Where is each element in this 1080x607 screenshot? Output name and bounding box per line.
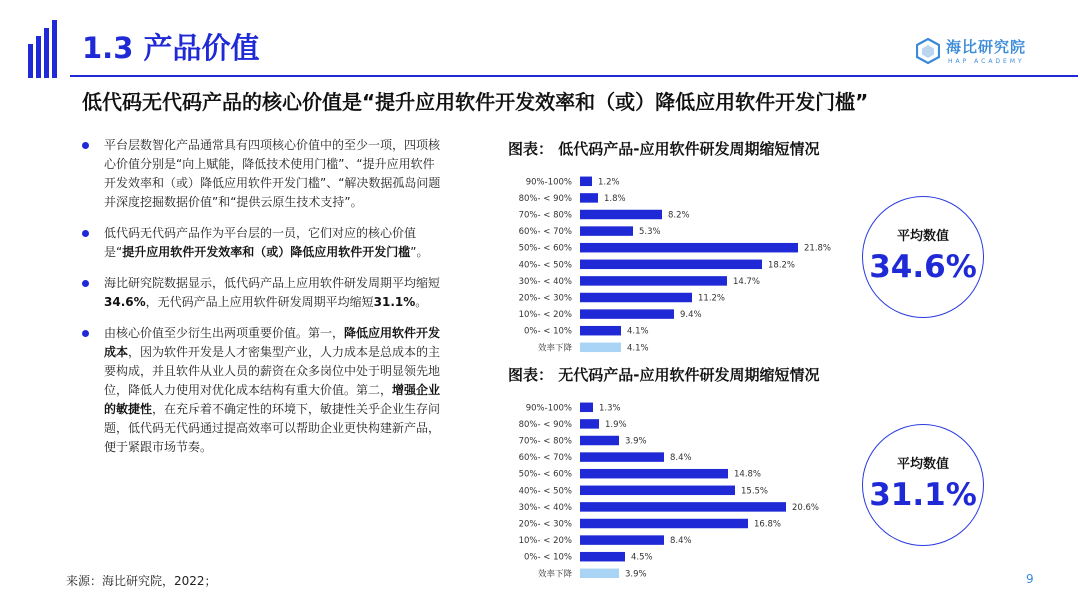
bar-value-label: 14.7% [733, 276, 761, 287]
bar-value-label: 1.9% [605, 419, 627, 430]
bar-value-label: 14.8% [734, 469, 762, 480]
bar-value-label: 3.9% [625, 569, 647, 580]
category-label: 效率下降 [537, 343, 572, 354]
category-label: 10%- < 20% [518, 310, 572, 321]
bullet-emphasis: 降低应用软件开发成本 [104, 326, 441, 359]
nocode-bar-chart [500, 396, 840, 596]
title-divider [70, 75, 1078, 77]
bar-value-label: 15.5% [741, 486, 769, 497]
category-label: 90%-100% [525, 403, 572, 414]
header-decoration-bar [52, 20, 57, 78]
bar-value-label: 3.9% [625, 436, 647, 447]
category-label: 90%-100% [525, 177, 572, 188]
bar [580, 193, 598, 203]
average-label: 平均数值 [896, 229, 949, 244]
bullet-text: ，无代码产品上应用软件研发周期平均缩短 [145, 295, 374, 309]
bullet-emphasis: 31.1% [373, 295, 416, 309]
logo-name: 海比研究院 [946, 38, 1027, 56]
bullet-list [82, 136, 442, 469]
bar-value-label: 11.2% [698, 293, 726, 304]
bar-value-label: 21.8% [804, 243, 832, 254]
category-label: 70%- < 80% [518, 436, 572, 447]
bar [580, 452, 664, 462]
category-label: 80%- < 90% [518, 193, 572, 204]
bullet-dot-icon [82, 280, 89, 287]
bar [580, 569, 619, 579]
bullet-dot-icon [82, 330, 89, 337]
bar-value-label: 8.2% [668, 210, 690, 221]
bar-value-label: 4.1% [627, 326, 649, 337]
source-note: 来源：海比研究院，2022； [66, 574, 217, 588]
category-label: 60%- < 70% [518, 227, 572, 238]
bar [580, 309, 674, 319]
bar-value-label: 1.3% [599, 403, 621, 414]
bullet-emphasis: 提升应用软件开发效率和（或）降低应用软件开发门槛 [122, 245, 411, 259]
bar [580, 436, 619, 446]
lowcode-bar-chart [500, 170, 840, 370]
bar-value-label: 4.1% [627, 343, 649, 354]
bullet-item [82, 136, 442, 212]
bar [580, 403, 593, 413]
bullet-text: 。 [415, 295, 428, 309]
header-decoration-bar [28, 44, 33, 78]
bullet-text: 海比研究院数据显示，低代码产品上应用软件研发周期平均缩短 [104, 276, 441, 290]
category-label: 0%- < 10% [524, 326, 572, 337]
bar [580, 177, 592, 187]
bullet-text: ，因为软件开发是人才密集型产业，人力成本是总成本的主要构成，并且软件从业人员的薪资在众多岗位中处于明显领先地位，降低人力使用对优化成本结构有重大价值。第二， [104, 345, 441, 397]
header-decoration-bar [36, 36, 41, 78]
category-label: 20%- < 30% [518, 293, 572, 304]
bar-value-label: 1.2% [598, 177, 620, 188]
logo-subtitle: HAP ACADEMY [948, 58, 1025, 65]
chart-title-lowcode: 图表： 低代码产品-应用软件研发周期缩短情况 [508, 140, 820, 158]
chart-title-nocode: 图表： 无代码产品-应用软件研发周期缩短情况 [508, 366, 820, 384]
bullet-item [82, 324, 442, 457]
bullet-text: ，在充斥着不确定性的环境下，敏捷性关乎企业生存问题，低代码无代码通过提高效率可以帮助企业更快构建新产品，便于紧跟市场节奏。 [104, 402, 441, 454]
category-label: 70%- < 80% [518, 210, 572, 221]
category-label: 30%- < 40% [518, 276, 572, 287]
bullet-item [82, 224, 442, 262]
category-label: 30%- < 40% [518, 502, 572, 513]
category-label: 60%- < 70% [518, 453, 572, 464]
bar [580, 326, 621, 336]
average-label: 平均数值 [896, 457, 949, 472]
bar [580, 260, 762, 270]
bar-value-label: 16.8% [754, 519, 782, 530]
header-decoration-bar [44, 28, 49, 78]
bar [580, 293, 692, 303]
bar-value-label: 8.4% [670, 536, 692, 547]
category-label: 40%- < 50% [518, 260, 572, 271]
bar-value-label: 4.5% [631, 552, 653, 563]
bar-value-label: 8.4% [670, 453, 692, 464]
bar [580, 226, 633, 236]
average-value: 34.6% [869, 249, 977, 285]
bar [580, 519, 748, 529]
bar [580, 343, 621, 353]
bar [580, 469, 728, 479]
bar [580, 210, 662, 220]
category-label: 效率下降 [537, 569, 572, 580]
category-label: 40%- < 50% [518, 486, 572, 497]
bar-value-label: 9.4% [680, 310, 702, 321]
bar [580, 502, 786, 512]
category-label: 50%- < 60% [518, 469, 572, 480]
bullet-emphasis: 增强企业的敏捷性 [104, 383, 441, 416]
category-label: 10%- < 20% [518, 536, 572, 547]
category-label: 80%- < 90% [518, 419, 572, 430]
page-number: 9 [1026, 572, 1034, 586]
bar [580, 419, 599, 429]
bullet-dot-icon [82, 142, 89, 149]
bullet-text: 低代码无代码产品作为平台层的一员，它们对应的核心价值是“ [104, 226, 417, 259]
bar [580, 243, 798, 253]
bar-value-label: 20.6% [792, 502, 820, 513]
bar [580, 552, 625, 562]
nocode-average-circle [862, 424, 984, 546]
bullet-text: ”。 [410, 245, 429, 259]
bar [580, 276, 727, 286]
bullet-item [82, 274, 442, 312]
bar-value-label: 5.3% [639, 227, 661, 238]
lowcode-average-circle [862, 196, 984, 318]
category-label: 0%- < 10% [524, 552, 572, 563]
bar [580, 535, 664, 545]
average-value: 31.1% [869, 477, 977, 513]
category-label: 50%- < 60% [518, 243, 572, 254]
bar [580, 486, 735, 496]
cube-logo-icon [916, 38, 940, 64]
bar-value-label: 18.2% [768, 260, 796, 271]
bullet-dot-icon [82, 230, 89, 237]
bullet-text: 由核心价值至少衍生出两项重要价值。第一， [104, 326, 345, 340]
page-title: 1.3 产品价值 [82, 31, 260, 65]
bullet-emphasis: 34.6% [104, 295, 146, 309]
category-label: 20%- < 30% [518, 519, 572, 530]
slide-headline: 低代码无代码产品的核心价值是“提升应用软件开发效率和（或）降低应用软件开发门槛” [82, 90, 869, 114]
company-logo [916, 36, 1046, 70]
bullet-text: 平台层数智化产品通常具有四项核心价值中的至少一项，四项核心价值分别是“向上赋能，降低技术使用门槛”、“提升应用软件开发效率和（或）降低应用软件开发门槛”、“解决数据孤岛问题并深度挖掘数据价值”和“提供云原生技术支持”。 [104, 138, 441, 209]
bar-value-label: 1.8% [604, 193, 626, 204]
